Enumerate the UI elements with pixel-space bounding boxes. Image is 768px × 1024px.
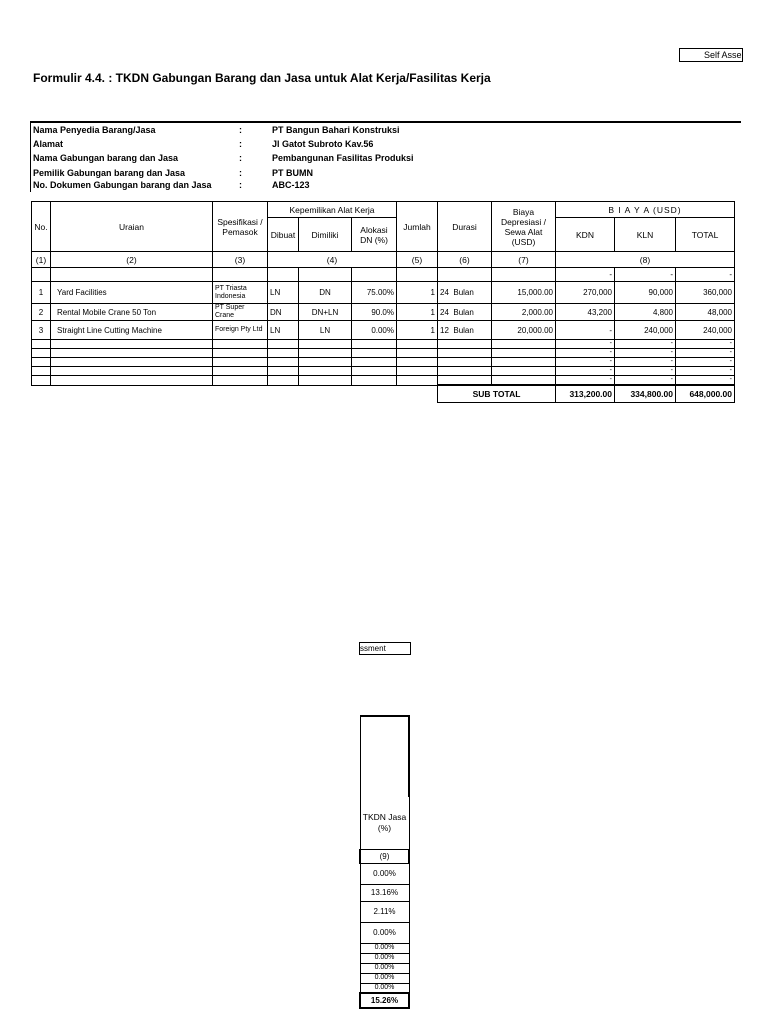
table-row bbox=[32, 340, 735, 349]
tkdn-value: 0.00% bbox=[360, 922, 409, 943]
info-colon: : bbox=[239, 153, 242, 163]
cell-biaya-sewa: 2,000.00 bbox=[492, 304, 556, 321]
tkdn-value: 0.00% bbox=[360, 953, 409, 963]
tkdn-value: 0.00% bbox=[360, 963, 409, 973]
subtotal-total: 648,000.00 bbox=[676, 385, 735, 402]
cell-kdn: - bbox=[556, 349, 615, 358]
cell-uraian: Rental Mobile Crane 50 Ton bbox=[51, 304, 213, 321]
col-number: (2) bbox=[51, 252, 213, 268]
cell-jumlah: 1 bbox=[397, 282, 438, 304]
cell-spesifikasi: PT Triasta Indonesia bbox=[213, 282, 268, 304]
assessment-fragment: ssment bbox=[359, 642, 411, 655]
tkdn-col-number: (9) bbox=[360, 849, 409, 863]
table-row bbox=[32, 376, 735, 386]
cell-kln: 90,000 bbox=[615, 282, 676, 304]
info-value-penyedia: PT Bangun Bahari Konstruksi bbox=[272, 125, 400, 135]
cell-total: - bbox=[676, 340, 735, 349]
cell-total: - bbox=[676, 349, 735, 358]
col-number: (8) bbox=[556, 252, 735, 268]
cell-kdn: 43,200 bbox=[556, 304, 615, 321]
durasi-unit: Bulan bbox=[453, 307, 474, 317]
col-number: (7) bbox=[492, 252, 556, 268]
header-kdn: KDN bbox=[556, 218, 615, 252]
cell-total: 240,000 bbox=[676, 321, 735, 340]
subtotal-kdn: 313,200.00 bbox=[556, 385, 615, 402]
header-spesifikasi: Spesifikasi / Pemasok bbox=[213, 202, 268, 252]
cell-kln: - bbox=[615, 358, 676, 367]
cell-biaya-sewa: 15,000.00 bbox=[492, 282, 556, 304]
cell-kln: - bbox=[615, 340, 676, 349]
info-top-rule bbox=[30, 121, 741, 123]
cell-kln: - bbox=[615, 349, 676, 358]
durasi-unit: Bulan bbox=[453, 288, 474, 297]
info-label-dokumen: No. Dokumen Gabungan barang dan Jasa bbox=[33, 180, 212, 190]
info-colon: : bbox=[239, 125, 242, 135]
cell-kdn: 270,000 bbox=[556, 282, 615, 304]
cell-uraian: Yard Facilities bbox=[51, 282, 213, 304]
cell-dimiliki: DN+LN bbox=[299, 304, 352, 321]
cell-total: - bbox=[676, 367, 735, 376]
info-colon: : bbox=[239, 139, 242, 149]
cell-kln: - bbox=[615, 367, 676, 376]
header-durasi: Durasi bbox=[438, 202, 492, 252]
col-number: (5) bbox=[397, 252, 438, 268]
cell-total: 48,000 bbox=[676, 304, 735, 321]
subtotal-label: SUB TOTAL bbox=[438, 385, 556, 402]
header-dibuat: Dibuat bbox=[268, 218, 299, 252]
cell-kln: 4,800 bbox=[615, 304, 676, 321]
info-label-pemilik: Pemilik Gabungan barang dan Jasa bbox=[33, 168, 186, 178]
cell-spesifikasi: PT Super Crane bbox=[213, 304, 268, 321]
cell-dibuat: DN bbox=[268, 304, 299, 321]
cell-total: - bbox=[676, 376, 735, 386]
table-row bbox=[32, 282, 735, 304]
header-kepemilikan: Kepemilikan Alat Kerja bbox=[268, 202, 397, 218]
cell-kdn: - bbox=[556, 376, 615, 386]
cell-kln: - bbox=[615, 268, 676, 282]
tkdn-jasa-table bbox=[359, 715, 410, 1009]
tkdn-value: 0.00% bbox=[360, 943, 409, 953]
cell-dimiliki: DN bbox=[299, 282, 352, 304]
durasi-number: 24 bbox=[440, 288, 449, 297]
equipment-table bbox=[31, 201, 735, 403]
cell-dimiliki: LN bbox=[299, 321, 352, 340]
tkdn-value: 0.00% bbox=[360, 973, 409, 983]
col-number: (4) bbox=[268, 252, 397, 268]
cell-biaya-sewa: 20,000.00 bbox=[492, 321, 556, 340]
header-alokasi: Alokasi DN (%) bbox=[352, 218, 397, 252]
subtotal-kln: 334,800.00 bbox=[615, 385, 676, 402]
form-title: Formulir 4.4. : TKDN Gabungan Barang dan Jasa untuk Alat Kerja/Fasilitas Kerja bbox=[33, 71, 491, 85]
durasi-number: 24 bbox=[440, 307, 449, 317]
cell-jumlah: 1 bbox=[397, 304, 438, 321]
tkdn-value: 0.00% bbox=[360, 863, 409, 884]
header-biaya-depresiasi: Biaya Depresiasi / Sewa Alat (USD) bbox=[492, 202, 556, 252]
table-row bbox=[32, 358, 735, 367]
tkdn-jasa-header: TKDN Jasa (%) bbox=[360, 797, 409, 849]
info-value-pemilik: PT BUMN bbox=[272, 168, 313, 178]
tkdn-jasa-total: 15.26% bbox=[360, 993, 409, 1008]
cell-spesifikasi: Foreign Pty Ltd bbox=[213, 321, 268, 340]
cell-total: 360,000 bbox=[676, 282, 735, 304]
info-left-rule bbox=[30, 121, 31, 192]
cell-durasi bbox=[438, 282, 492, 304]
info-value-alamat: Jl Gatot Subroto Kav.56 bbox=[272, 139, 374, 149]
cell-jumlah: 1 bbox=[397, 321, 438, 340]
info-label-penyedia: Nama Penyedia Barang/Jasa bbox=[33, 125, 156, 135]
table-row bbox=[32, 349, 735, 358]
cell-uraian: Straight Line Cutting Machine bbox=[51, 321, 213, 340]
table-row bbox=[32, 321, 735, 340]
cell-total: - bbox=[676, 358, 735, 367]
col-number: (1) bbox=[32, 252, 51, 268]
info-value-dokumen: ABC-123 bbox=[272, 180, 310, 190]
cell-alokasi: 0.00% bbox=[352, 321, 397, 340]
info-colon: : bbox=[239, 180, 242, 190]
tkdn-value: 13.16% bbox=[360, 884, 409, 901]
header-kln: KLN bbox=[615, 218, 676, 252]
header-jumlah: Jumlah bbox=[397, 202, 438, 252]
cell-kdn: - bbox=[556, 268, 615, 282]
header-total: TOTAL bbox=[676, 218, 735, 252]
cell-no: 1 bbox=[32, 282, 51, 304]
col-number: (6) bbox=[438, 252, 492, 268]
cell-kdn: - bbox=[556, 340, 615, 349]
table-row bbox=[32, 367, 735, 376]
tkdn-value: 0.00% bbox=[360, 983, 409, 993]
info-colon: : bbox=[239, 168, 242, 178]
cell-dibuat: LN bbox=[268, 282, 299, 304]
table-row bbox=[32, 268, 735, 282]
cell-total: - bbox=[676, 268, 735, 282]
cell-kln: 240,000 bbox=[615, 321, 676, 340]
cell-no: 2 bbox=[32, 304, 51, 321]
header-no: No. bbox=[32, 202, 51, 252]
cell-dibuat: LN bbox=[268, 321, 299, 340]
cell-alokasi: 90.0% bbox=[352, 304, 397, 321]
cell-kdn: - bbox=[556, 321, 615, 340]
cell-alokasi: 75.00% bbox=[352, 282, 397, 304]
self-assessment-box: Self Asse bbox=[679, 48, 743, 62]
cell-no: 3 bbox=[32, 321, 51, 340]
header-biaya: B I A Y A (USD) bbox=[556, 202, 735, 218]
durasi-number: 12 bbox=[440, 325, 449, 335]
col-number: (3) bbox=[213, 252, 268, 268]
tkdn-value: 2.11% bbox=[360, 901, 409, 922]
info-label-alamat: Alamat bbox=[33, 139, 64, 149]
cell-kln: - bbox=[615, 376, 676, 386]
info-label-gabungan: Nama Gabungan barang dan Jasa bbox=[33, 153, 179, 163]
cell-durasi bbox=[438, 304, 492, 321]
tkdn-spacer bbox=[360, 716, 409, 797]
cell-kdn: - bbox=[556, 358, 615, 367]
table-row bbox=[32, 304, 735, 321]
cell-kdn: - bbox=[556, 367, 615, 376]
header-dimiliki: Dimiliki bbox=[299, 218, 352, 252]
info-value-gabungan: Pembangunan Fasilitas Produksi bbox=[272, 153, 414, 163]
durasi-unit: Bulan bbox=[453, 325, 474, 335]
subtotal-row bbox=[32, 385, 735, 402]
cell-durasi bbox=[438, 321, 492, 340]
header-uraian: Uraian bbox=[51, 202, 213, 252]
